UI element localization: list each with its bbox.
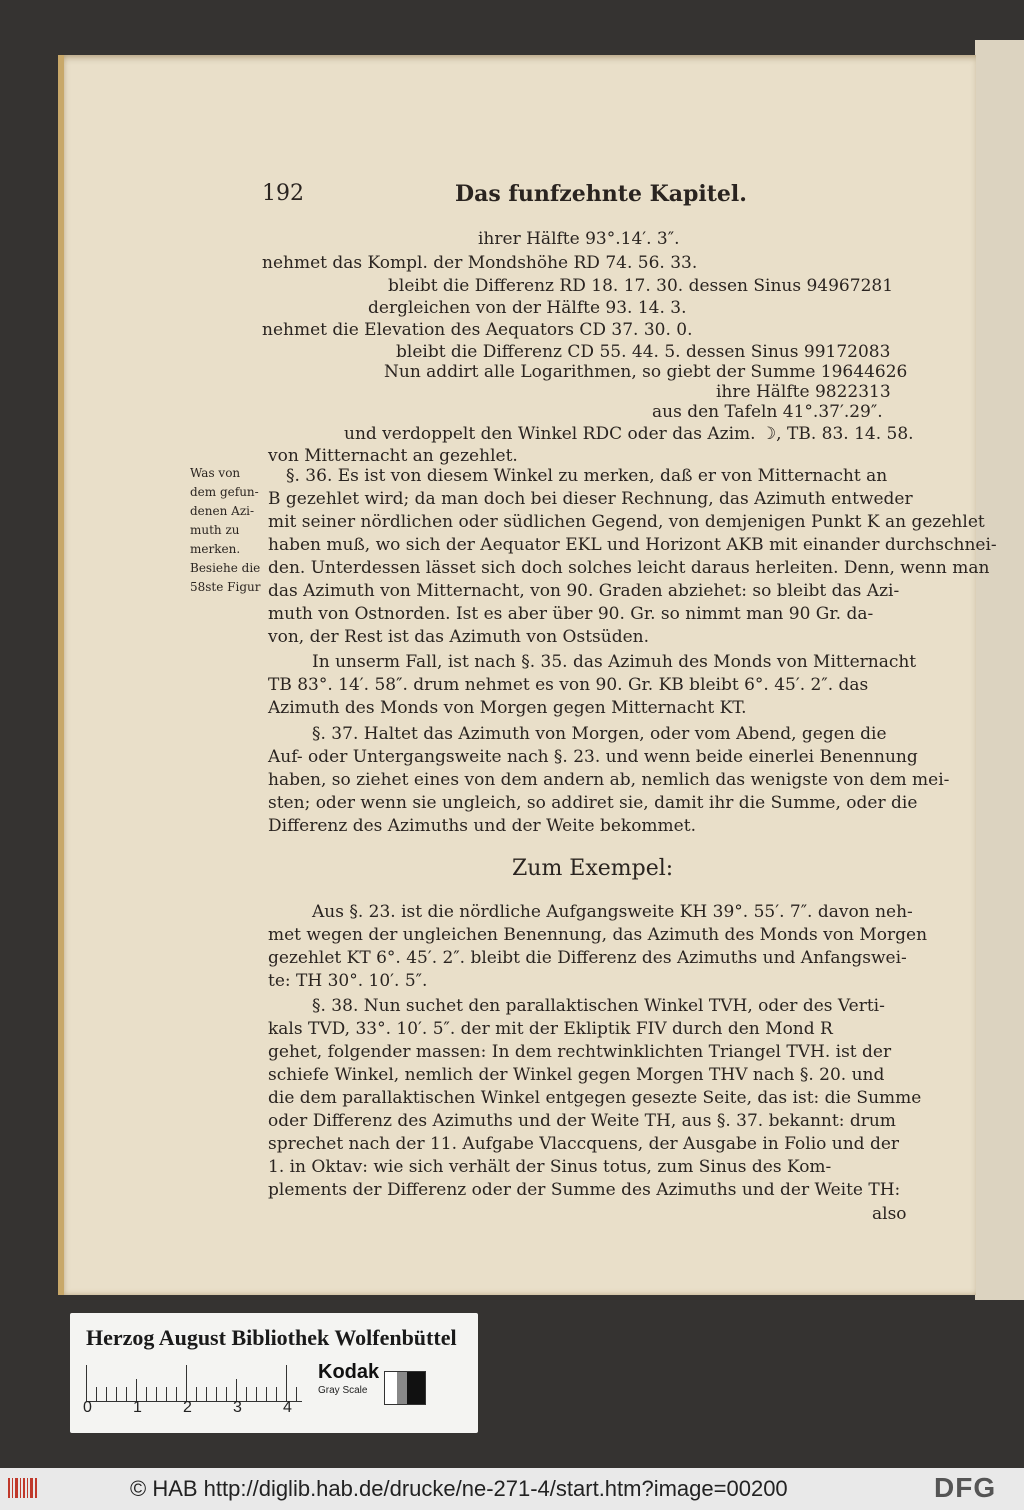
ruler-tick xyxy=(86,1365,87,1401)
gray-scale-swatch xyxy=(384,1371,426,1405)
ruler-number: 2 xyxy=(183,1399,192,1416)
calc-line: aus den Tafeln 41°.37′.29″. xyxy=(652,402,883,422)
para-38-line: §. 38. Nun suchet den parallaktischen Winkel TVH, oder des Verti- xyxy=(312,996,885,1016)
para-36-line: TB 83°. 14′. 58″. drum nehmet es von 90. Gr. KB bleibt 6°. 45′. 2″. das xyxy=(268,675,869,695)
calc-line: ihre Hälfte 9822313 xyxy=(716,382,891,402)
para-38-line: 1. in Oktav: wie sich verhält der Sinus totus, zum Sinus des Kom- xyxy=(268,1157,832,1177)
ruler-tick xyxy=(186,1365,187,1401)
ruler-tick xyxy=(156,1387,157,1401)
page-gutter-edge xyxy=(58,55,64,1295)
example-line: te: TH 30°. 10′. 5″. xyxy=(268,971,428,991)
para-36-line: von, der Rest ist das Azimuth von Ostsüden. xyxy=(268,627,650,647)
margin-note-line: denen Azi- xyxy=(190,504,255,518)
ruler-tick xyxy=(96,1387,97,1401)
margin-note-line: muth zu xyxy=(190,523,240,537)
margin-note-line: merken. xyxy=(190,542,241,556)
ruler-tick xyxy=(276,1387,277,1401)
copyright-link[interactable]: © HAB http://diglib.hab.de/drucke/ne-271-4/start.htm?image=00200 xyxy=(130,1476,788,1501)
calc-line: nehmet das Kompl. der Mondshöhe RD 74. 56. 33. xyxy=(262,253,698,273)
ruler-tick xyxy=(246,1387,247,1401)
ruler-tick xyxy=(256,1387,257,1401)
ruler-number: 1 xyxy=(133,1399,142,1416)
para-37-line: haben, so ziehet eines von dem andern ab, nemlich das wenigste von dem mei- xyxy=(268,770,950,790)
para-38-line: sprechet nach der 11. Aufgabe Vlaccquens, der Ausgabe in Folio und der xyxy=(268,1134,900,1154)
para-36-line: den. Unterdessen lässet sich doch solches leicht daraus herleiten. Denn, wenn man xyxy=(268,558,990,578)
margin-note-line: 58ste Figur xyxy=(190,580,261,594)
ruler-number: 4 xyxy=(283,1399,292,1416)
para-36-line: haben muß, wo sich der Aequator EKL und Horizont AKB mit einander durchschnei- xyxy=(268,535,997,555)
ruler-tick xyxy=(116,1387,117,1401)
library-color-card xyxy=(70,1313,478,1433)
para-36-line: §. 36. Es ist von diesem Winkel zu merken, daß er von Mitternacht an xyxy=(286,466,888,486)
page-number: 192 xyxy=(262,181,304,206)
calc-line: ihrer Hälfte 93°.14′. 3″. xyxy=(478,229,680,249)
ruler-tick xyxy=(216,1387,217,1401)
example-line: gezehlet KT 6°. 45′. 2″. bleibt die Differenz des Azimuths und Anfangswei- xyxy=(268,948,907,968)
para-36-line: B gezehlet wird; da man doch bei dieser Rechnung, das Azimuth entweder xyxy=(268,489,913,509)
para-38-line: oder Differenz des Azimuths und der Weite TH, aus §. 37. bekannt: drum xyxy=(268,1111,896,1131)
ruler-tick xyxy=(176,1387,177,1401)
para-38-line: kals TVD, 33°. 10′. 5″. der mit der Ekliptik FIV durch den Mond R xyxy=(268,1019,833,1039)
para-37-line: Differenz des Azimuths und der Weite bekommet. xyxy=(268,816,696,836)
adjacent-page-edge xyxy=(975,40,1024,1300)
ruler-tick xyxy=(206,1387,207,1401)
ruler-tick xyxy=(146,1387,147,1401)
barcode-icon xyxy=(8,1474,40,1502)
calc-line: und verdoppelt den Winkel RDC oder das Azim. ☽, TB. 83. 14. 58. xyxy=(344,424,914,444)
para-37-line: Auf- oder Untergangsweite nach §. 23. und wenn beide einerlei Benennung xyxy=(268,747,918,767)
para-36-line: muth von Ostnorden. Ist es aber über 90. Gr. so nimmt man 90 Gr. da- xyxy=(268,604,874,624)
gray-scale-label: Gray Scale xyxy=(318,1385,368,1396)
ruler-tick xyxy=(236,1379,237,1401)
margin-note-line: Was von xyxy=(190,466,241,480)
catchword: also xyxy=(872,1204,907,1224)
para-36-line: In unserm Fall, ist nach §. 35. das Azimuh des Monds von Mitternacht xyxy=(312,652,917,672)
calc-line: bleibt die Differenz CD 55. 44. 5. dessen Sinus 99172083 xyxy=(396,342,891,362)
calc-line: von Mitternacht an gezehlet. xyxy=(268,446,518,466)
ruler-number: 3 xyxy=(233,1399,242,1416)
calc-line: bleibt die Differenz RD 18. 17. 30. dessen Sinus 94967281 xyxy=(388,276,894,296)
ruler-tick xyxy=(136,1379,137,1401)
scale-ruler xyxy=(86,1365,302,1402)
ruler-number: 0 xyxy=(83,1399,92,1416)
para-38-line: die dem parallaktischen Winkel entgegen gesezte Seite, das ist: die Summe xyxy=(268,1088,922,1108)
ruler-tick xyxy=(126,1387,127,1401)
para-38-line: schiefe Winkel, nemlich der Winkel gegen Morgen THV nach §. 20. und xyxy=(268,1065,885,1085)
para-38-line: plements der Differenz oder der Summe des Azimuths und der Weite TH: xyxy=(268,1180,901,1200)
footer-bar xyxy=(0,1468,1024,1510)
kodak-brand: Kodak xyxy=(318,1361,380,1383)
example-line: Aus §. 23. ist die nördliche Aufgangsweite KH 39°. 55′. 7″. davon neh- xyxy=(312,902,913,922)
para-36-line: das Azimuth von Mitternacht, von 90. Graden abziehet: so bleibt das Azi- xyxy=(268,581,900,601)
para-38-line: gehet, folgender massen: In dem rechtwinklichten Triangel TVH. ist der xyxy=(268,1042,892,1062)
para-36-line: Azimuth des Monds von Morgen gegen Mitternacht KT. xyxy=(268,698,747,718)
calc-line: Nun addirt alle Logarithmen, so giebt der Summe 19644626 xyxy=(384,362,908,382)
ruler-tick xyxy=(286,1365,287,1401)
section-heading: Zum Exempel: xyxy=(512,856,674,881)
calc-line: nehmet die Elevation des Aequators CD 37. 30. 0. xyxy=(262,320,693,340)
ruler-tick xyxy=(226,1387,227,1401)
dfg-logo: DFG xyxy=(934,1472,997,1503)
running-title: Das funfzehnte Kapitel. xyxy=(455,181,747,207)
ruler-tick xyxy=(266,1387,267,1401)
example-line: met wegen der ungleichen Benennung, das Azimuth des Monds von Morgen xyxy=(268,925,928,945)
ruler-tick xyxy=(196,1387,197,1401)
para-37-line: sten; oder wenn sie ungleich, so addiret sie, damit ihr die Summe, oder die xyxy=(268,793,918,813)
margin-note-line: Besiehe die xyxy=(190,561,261,575)
ruler-tick xyxy=(106,1387,107,1401)
ruler-tick xyxy=(296,1387,297,1401)
margin-note-line: dem gefun- xyxy=(190,485,259,499)
para-37-line: §. 37. Haltet das Azimuth von Morgen, oder vom Abend, gegen die xyxy=(312,724,887,744)
library-name: Herzog August Bibliothek Wolfenbüttel xyxy=(86,1325,457,1350)
ruler-tick xyxy=(166,1387,167,1401)
para-36-line: mit seiner nördlichen oder südlichen Gegend, von demjenigen Punkt K an gezehlet xyxy=(268,512,985,532)
calc-line: dergleichen von der Hälfte 93. 14. 3. xyxy=(368,298,687,318)
